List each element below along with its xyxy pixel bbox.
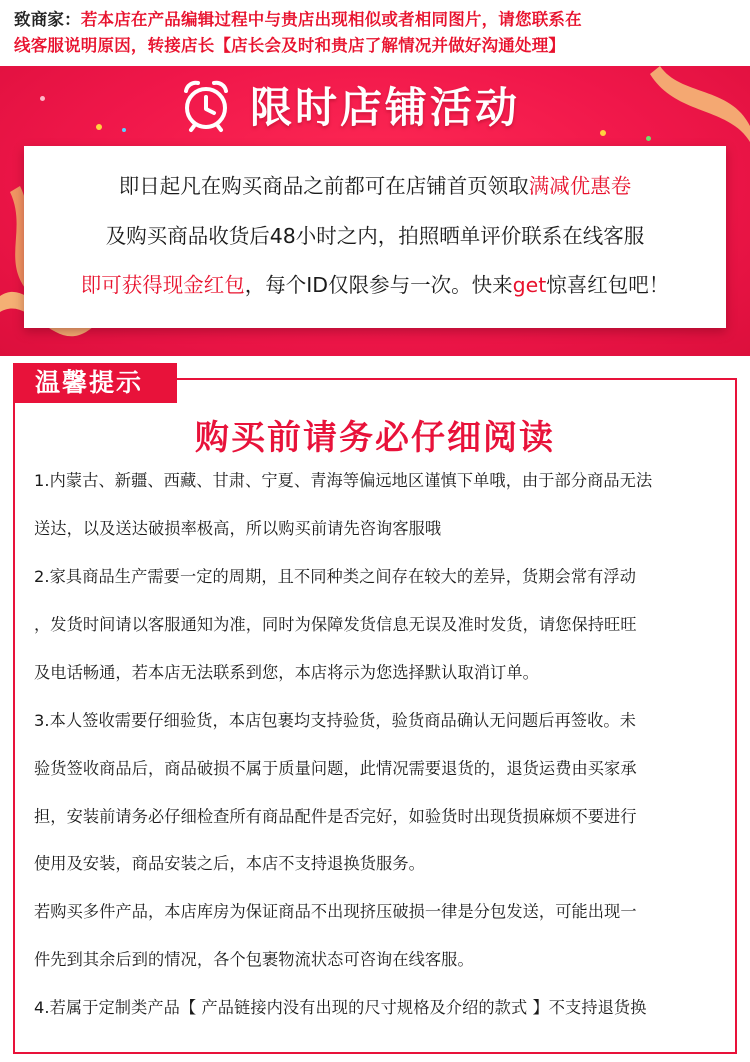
promo-line-3-end: 惊喜红包吧！ bbox=[546, 273, 670, 297]
confetti-dot bbox=[600, 130, 606, 136]
promo-line-3 bbox=[24, 270, 726, 300]
tip-line: 及电话畅通，若本店无法联系到您，本店将示为您选择默认取消订单。 bbox=[34, 663, 539, 682]
merchant-notice bbox=[0, 0, 750, 66]
banner-title-group bbox=[178, 74, 520, 136]
confetti-dot bbox=[96, 124, 102, 130]
tip-line: ，发货时间请以客服通知为准，同时为保障发货信息无误及准时发货，请您保持旺旺 bbox=[34, 615, 637, 634]
notice-line-1 bbox=[14, 7, 738, 33]
notice-text-2: 线客服说明原因，转接店长【店长会及时和贵店了解情况并做好沟通处理】 bbox=[14, 36, 566, 55]
notice-lead: 致商家： bbox=[14, 10, 81, 29]
tip-line: 2.家具商品生产需要一定的周期，且不同种类之间存在较大的差异，货期会常有浮动 bbox=[34, 567, 636, 586]
notice-text-1: 若本店在产品编辑过程中与贵店出现相似或者相同图片，请您联系在 bbox=[80, 10, 582, 29]
promo-text-box bbox=[24, 146, 726, 328]
tips-tag: 温馨提示 bbox=[13, 363, 177, 403]
tip-line: 若购买多件产品，本店库房为保证商品不出现挤压破损一律是分包发送，可能出现一 bbox=[34, 902, 637, 921]
confetti-dot bbox=[40, 96, 45, 101]
banner-title: 限时店铺活动 bbox=[250, 83, 521, 132]
promo-line-1 bbox=[24, 171, 726, 201]
tip-line: 3.本人签收需要仔细验货，本店包裹均支持验货，验货商品确认无问题后再签收。未 bbox=[34, 711, 636, 730]
promo-line-1-highlight: 满减优惠卷 bbox=[528, 174, 632, 198]
promo-line-2: 及购买商品收货后48小时之内，拍照晒单评价联系在线客服 bbox=[105, 224, 645, 248]
tip-line: 1.内蒙古、新疆、西藏、甘肃、宁夏、青海等偏远地区谨慎下单哦，由于部分商品无法 bbox=[34, 471, 653, 490]
tip-line: 使用及安装，商品安装之后，本店不支持退换货服务。 bbox=[34, 854, 425, 873]
tip-line: 4.若属于定制类产品【 产品链接内没有出现的尺寸规格及介绍的款式 】不支持退货换 bbox=[34, 998, 647, 1017]
tip-line: 送达，以及送达破损率极高，所以购买前请先咨询客服哦 bbox=[34, 519, 442, 538]
promo-line-3-text: ，每个ID仅限参与一次。快来 bbox=[244, 273, 513, 297]
tip-line: 件先到其余后到的情况，各个包裹物流状态可咨询在线客服。 bbox=[34, 950, 474, 969]
promo-banner bbox=[0, 66, 750, 356]
tips-heading: 购买前请务必仔细阅读 bbox=[195, 418, 555, 458]
tip-line: 验货签收商品后，商品破损不属于质量问题，此情况需要退货的，退货运费由买家承 bbox=[34, 759, 637, 778]
promo-line-1-text: 即日起凡在购买商品之前都可在店铺首页领取 bbox=[118, 174, 529, 198]
confetti-dot bbox=[646, 136, 651, 141]
promo-line-3-get: get bbox=[512, 273, 547, 297]
confetti-dot bbox=[122, 128, 126, 132]
alarm-clock-icon bbox=[178, 77, 234, 133]
tip-line: 担，安装前请务必仔细检查所有商品配件是否完好，如验货时出现货损麻烦不要进行 bbox=[34, 807, 637, 826]
promo-line-3-highlight: 即可获得现金红包 bbox=[80, 273, 245, 297]
